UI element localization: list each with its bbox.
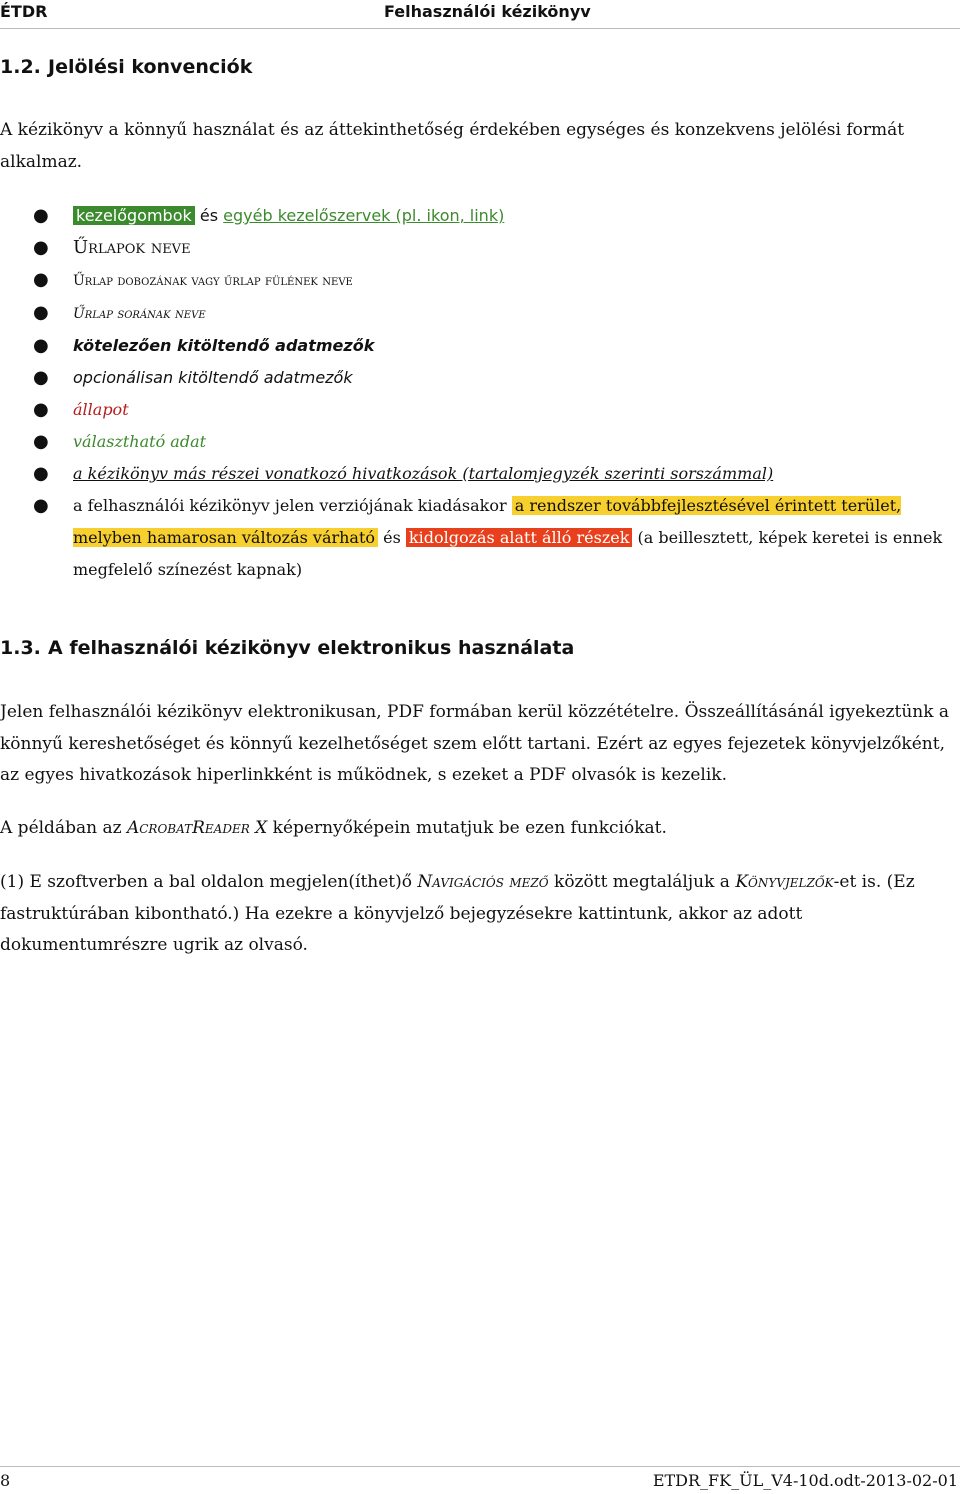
control-convention-sample: egyéb kezelőszervek (pl. ikon, link) bbox=[223, 206, 505, 225]
bookmarks-name: Könyvjelzők bbox=[735, 872, 834, 892]
header-app-name: ÉTDR bbox=[0, 2, 48, 21]
app-name: AcrobatReader X bbox=[126, 818, 268, 838]
bullet-icon: ● bbox=[33, 237, 49, 258]
selectable-data-sample: választható adat bbox=[73, 432, 207, 451]
page-header bbox=[0, 0, 960, 29]
example-text: A példában az bbox=[0, 818, 122, 838]
section-heading-1-3 bbox=[0, 637, 574, 659]
required-field-sample: kötelezően kitöltendő adatmezők bbox=[73, 336, 375, 355]
form-box-name-sample: Űrlap dobozának vagy űrlap fülének neve bbox=[73, 273, 353, 289]
example-paragraph bbox=[0, 813, 958, 845]
document-id: ETDR_FK_ÜL_V4-10d.odt-2013-02-01 bbox=[652, 1471, 958, 1490]
navigation-text-tail: -et is. (Ez fastruktúrában kibontható.) Ha ezekre a könyvjelző bejegyzésekre kattintunk, akkor az adott dokumentumrészre ugrik az olvasó. bbox=[0, 872, 915, 955]
optional-field-sample: opcionálisan kitöltendő adatmezők bbox=[73, 368, 353, 387]
list-item bbox=[0, 200, 960, 232]
list-item bbox=[0, 264, 960, 297]
navigation-paragraph bbox=[0, 867, 958, 962]
section-title: A felhasználói kézikönyv elektronikus használata bbox=[48, 637, 575, 659]
version-note-text: a felhasználói kézikönyv jelen verziójának kiadásakor bbox=[73, 496, 507, 515]
conjunction: és bbox=[199, 206, 219, 225]
bullet-icon: ● bbox=[33, 463, 49, 484]
bullet-icon: ● bbox=[33, 335, 49, 356]
cross-reference-sample: a kézikönyv más részei vonatkozó hivatkozások (tartalomjegyzék szerinti sorszámmal) bbox=[73, 464, 774, 483]
convention-list bbox=[0, 200, 960, 586]
bullet-icon: ● bbox=[33, 495, 49, 516]
bullet-icon: ● bbox=[33, 205, 49, 226]
upcoming-change-sample: a rendszer továbbfejlesztésével érintett terület, melyben hamarosan változás várható bbox=[73, 496, 902, 547]
list-item bbox=[0, 490, 960, 586]
list-item bbox=[0, 232, 960, 264]
header-document-title: Felhasználói kézikönyv bbox=[384, 2, 591, 21]
list-item bbox=[0, 330, 960, 362]
navigation-text: (1) E szoftverben a bal oldalon megjelen(íthet)ő bbox=[0, 872, 412, 892]
conjunction: és bbox=[383, 528, 401, 547]
list-item bbox=[0, 362, 960, 394]
status-sample: állapot bbox=[73, 400, 129, 419]
section-number: 1.2. bbox=[0, 56, 41, 78]
version-note-tail: (a beillesztett, képek keretei is ennek megfelelő színezést kapnak) bbox=[73, 528, 943, 579]
navigation-pane-name: Navigációs mező bbox=[417, 872, 549, 892]
list-item bbox=[0, 394, 960, 426]
section-number: 1.3. bbox=[0, 637, 41, 659]
bullet-icon: ● bbox=[33, 302, 49, 323]
bullet-icon: ● bbox=[33, 367, 49, 388]
form-row-name-sample: Űrlap sorának neve bbox=[73, 306, 206, 322]
button-convention-sample: kezelőgombok bbox=[73, 206, 195, 225]
form-name-sample: Űrlapok neve bbox=[73, 237, 191, 258]
page-number: 8 bbox=[0, 1471, 11, 1490]
example-text-tail: képernyőképein mutatjuk be ezen funkciókat. bbox=[272, 818, 667, 838]
section-title: Jelölési konvenciók bbox=[48, 56, 253, 78]
bullet-icon: ● bbox=[33, 269, 49, 290]
page-footer bbox=[0, 1466, 960, 1494]
electronic-use-paragraph: Jelen felhasználói kézikönyv elektronikusan, PDF formában kerül közzétételre. Összeállításánál igyekeztünk a könnyű kereshetőséget és könnyű kezelhetőséget szem előtt tartani. Ezért az egyes fejezetek könyvjelzőként, az egyes hivatkozások hiperlinkként is működnek, s ezeket a PDF olvasók is kezelik. bbox=[0, 702, 950, 785]
intro-paragraph: A kézikönyv a könnyű használat és az áttekinthetőség érdekében egységes és konzekvens jelölési formát alkalmaz. bbox=[0, 120, 905, 172]
section-heading-1-2 bbox=[0, 56, 252, 78]
list-item bbox=[0, 426, 960, 458]
navigation-text-middle: között megtaláljuk a bbox=[554, 872, 730, 892]
list-item bbox=[0, 458, 960, 490]
list-item bbox=[0, 297, 960, 330]
bullet-icon: ● bbox=[33, 431, 49, 452]
in-progress-sample: kidolgozás alatt álló részek bbox=[406, 528, 633, 547]
bullet-icon: ● bbox=[33, 399, 49, 420]
